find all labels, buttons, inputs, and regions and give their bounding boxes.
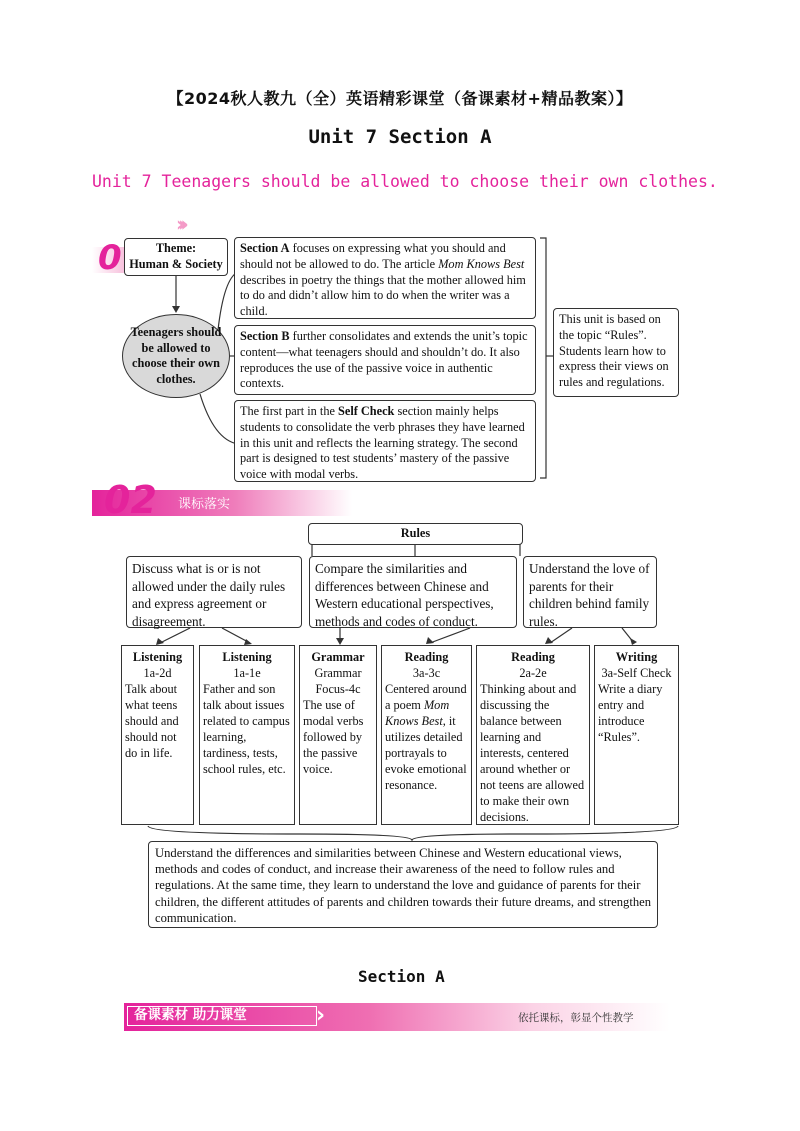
column-heading: Reading — [511, 650, 555, 664]
banner-left-text: 备课素材 助力课堂 — [134, 1007, 247, 1023]
column-body-italic: Mom Knows Best — [385, 698, 450, 728]
column-listening-1a-2d — [121, 645, 194, 825]
section-a-text-1: focuses on expressing what you should and should not be allowed to do. The article — [240, 241, 506, 271]
self-check-text-0: The first part in the — [240, 404, 339, 418]
goal-text-2: Compare the similarities and differences between Chinese and Western educational perspectives, methods and codes of conduct. — [315, 561, 494, 629]
column-heading: Writing — [615, 650, 658, 664]
section-b-box — [234, 325, 536, 395]
bottom-banner — [124, 1003, 670, 1031]
column-body: Talk about what teens should and should not do in life. — [125, 682, 179, 760]
banner-chevron-icon: › — [316, 1003, 326, 1028]
section-a-title-italic: Mom Knows Best — [438, 256, 525, 271]
chevron-decoration-icon: ››› — [176, 212, 183, 236]
section-a-label: Section A — [358, 967, 445, 986]
column-subheading: 1a-1e — [233, 666, 261, 680]
unit-title: Unit 7 Section A — [308, 126, 492, 148]
side-note-text: This unit is based on the topic “Rules”. Students learn how to express their views on rules and regulations. — [559, 312, 669, 390]
banner-left-box — [127, 1006, 317, 1026]
goal-text-3: Understand the love of parents for their children behind family rules. — [529, 561, 650, 629]
column-body — [385, 681, 468, 793]
center-topic-text: Teenagers should be allowed to choose their own clothes. — [130, 325, 222, 386]
column-subheading: Grammar Focus-4c — [314, 666, 362, 696]
column-reading-2a-2e — [476, 645, 590, 825]
section1-number: 0 — [98, 238, 122, 278]
column-heading: Listening — [222, 650, 272, 664]
goal-box-3 — [523, 556, 657, 628]
column-heading: Grammar — [311, 650, 365, 664]
column-listening-1a-1e — [199, 645, 295, 825]
section-a-text-2: describes in poetry the things that the mother allowed him to do and didn’t allow him to do when the writer was a child. — [240, 272, 526, 319]
rules-box — [308, 523, 523, 545]
theme-label: Theme: — [155, 241, 197, 255]
column-subheading: 3a-Self Check — [601, 666, 672, 680]
section2-title: 课标落实 — [178, 497, 231, 512]
goal-text-1: Discuss what is or is not allowed under the daily rules and express agreement or disagreement. — [132, 561, 286, 629]
column-reading-3a-3c — [381, 645, 472, 825]
self-check-label: Self Check — [338, 404, 395, 418]
theme-box — [124, 238, 228, 276]
column-subheading: 1a-2d — [143, 666, 172, 680]
section2-number: 02 — [104, 478, 157, 522]
column-body-post: , it utilizes detailed portrayals to evoke emotional resonance. — [385, 714, 467, 792]
document-header: 【2024秋人教九（全）英语精彩课堂（备课素材+精品教案）】 — [167, 89, 633, 108]
column-grammar — [299, 645, 377, 825]
side-note-box — [553, 308, 679, 397]
column-writing — [594, 645, 679, 825]
column-body-pre: Centered around a poem — [385, 682, 467, 712]
unit-subtitle: Unit 7 Teenagers should be allowed to choose their own clothes. — [92, 172, 718, 191]
column-subheading: 3a-3c — [412, 666, 441, 680]
rules-label: Rules — [400, 526, 431, 540]
column-body: Write a diary entry and introduce “Rules”. — [598, 682, 663, 744]
theme-value: Human & Society — [129, 256, 223, 271]
column-body: Father and son talk about issues related to campus learning, tardiness, tests, school rules, etc. — [203, 682, 290, 776]
column-heading: Listening — [132, 650, 183, 664]
section-b-text: further consolidates and extends the unit’s topic content—what teenagers should and shouldn’t do. It also reproduces the use of the passive voice in authentic contexts. — [240, 329, 528, 391]
center-topic-ellipse — [122, 314, 230, 398]
column-subheading: 2a-2e — [519, 666, 547, 680]
column-heading: Reading — [404, 650, 449, 664]
section-b-label: Section B — [240, 329, 290, 343]
goal-box-1 — [126, 556, 302, 628]
summary-box — [148, 841, 658, 928]
section-a-box — [234, 237, 536, 319]
self-check-text-1: section mainly helps students to consolidate the verb phrases they have learned in this unit and reflects the learning strategy. The second part is designed to test students’ mastery of the passive voice with modal verbs. — [240, 404, 525, 482]
summary-text: Understand the differences and similarities between Chinese and Western educational views, methods and codes of conduct, and increase their awareness of the need to follow rules and regulations. At the same time, they learn to understand the love and guidance of parents for their children, the different attitudes of parents and children towards their future dreams, and strengthen communication. — [155, 846, 652, 925]
goal-box-2 — [309, 556, 517, 628]
column-body: The use of modal verbs followed by the passive voice. — [303, 698, 364, 776]
banner-right-text: 依托课标，彰显个性教学 — [518, 1012, 634, 1024]
section-a-label: Section A — [240, 241, 290, 255]
column-body: Thinking about and discussing the balance between learning and interests, centered around whether or not teens are allowed to make their own decisions. — [480, 682, 585, 824]
self-check-box — [234, 400, 536, 482]
